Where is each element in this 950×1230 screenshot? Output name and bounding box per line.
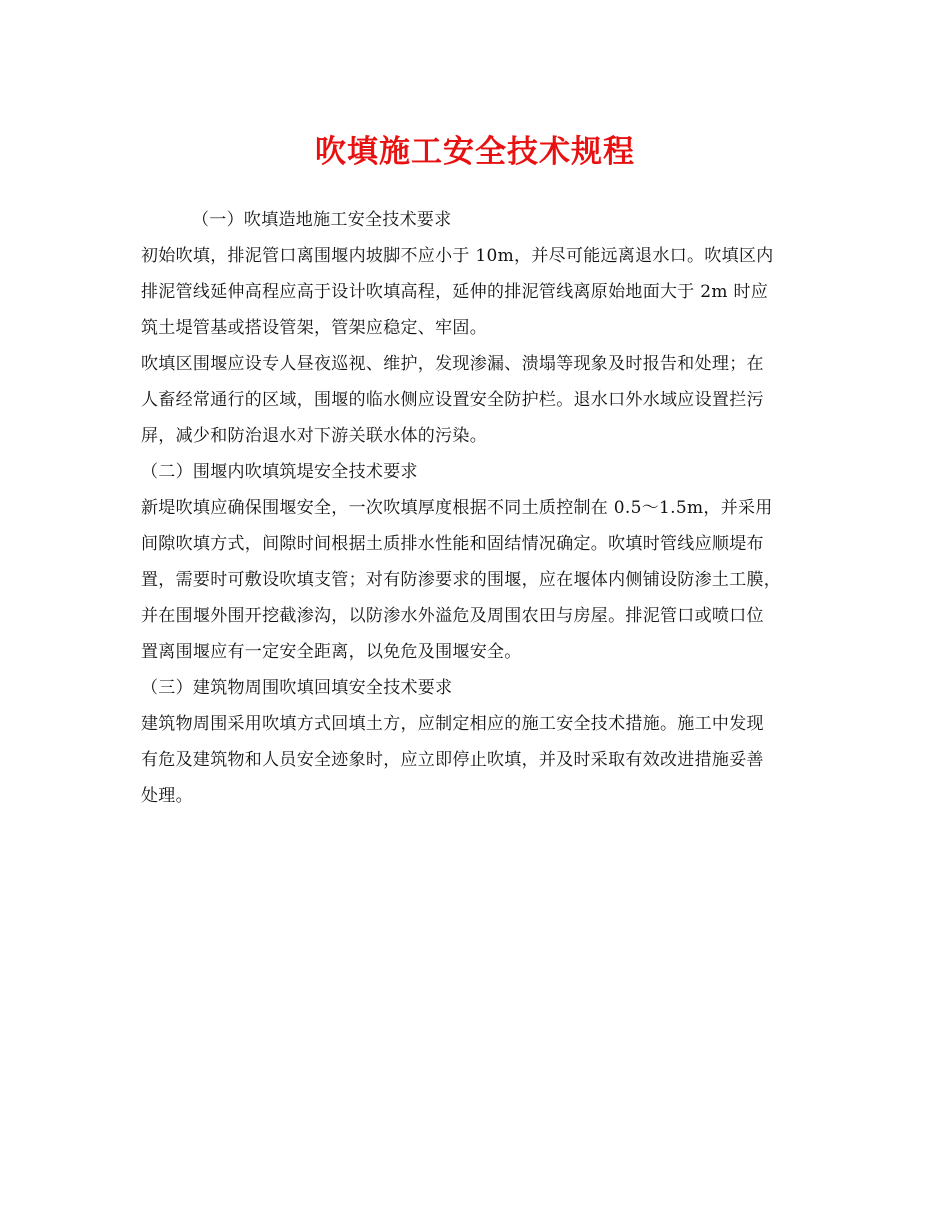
section-heading-2: （二）围堰内吹填筑堤安全技术要求 <box>141 462 418 482</box>
document-body <box>141 202 821 814</box>
paragraph-line: 处理。 <box>141 786 193 806</box>
paragraph-line: 并在围堰外围开挖截渗沟，以防渗水外溢危及周围农田与房屋。排泥管口或喷口位 <box>141 606 764 626</box>
paragraph-line: 筑土堤管基或搭设管架，管架应稳定、牢固。 <box>141 318 487 338</box>
paragraph-line: 有危及建筑物和人员安全迹象时，应立即停止吹填，并及时采取有效改进措施妥善 <box>141 750 764 770</box>
paragraph-line: 置，需要时可敷设吹填支管；对有防渗要求的围堰，应在堰体内侧铺设防渗土工膜， <box>141 570 782 590</box>
paragraph-line: 新堤吹填应确保围堰安全，一次吹填厚度根据不同土质控制在 0.5～1.5m，并采用 <box>141 498 773 518</box>
paragraph-line: 屏，减少和防治退水对下游关联水体的污染。 <box>141 426 487 446</box>
section-heading-3: （三）建筑物周围吹填回填安全技术要求 <box>141 678 453 698</box>
paragraph-line: 吹填区围堰应设专人昼夜巡视、维护，发现渗漏、溃塌等现象及时报告和处理；在 <box>141 354 764 374</box>
paragraph-line: 排泥管线延伸高程应高于设计吹填高程，延伸的排泥管线离原始地面大于 2m 时应 <box>141 282 769 302</box>
paragraph-line: 人畜经常通行的区域，围堰的临水侧应设置安全防护栏。退水口外水域应设置拦污 <box>141 390 764 410</box>
paragraph-line: 建筑物周围采用吹填方式回填土方，应制定相应的施工安全技术措施。施工中发现 <box>141 714 764 734</box>
paragraph-line: 间隙吹填方式，间隙时间根据土质排水性能和固结情况确定。吹填时管线应顺堤布 <box>141 534 764 554</box>
paragraph-line: 置离围堰应有一定安全距离，以免危及围堰安全。 <box>141 642 522 662</box>
paragraph-line: 初始吹填，排泥管口离围堰内坡脚不应小于 10m，并尽可能远离退水口。吹填区内 <box>141 246 774 266</box>
section-heading-1: （一）吹填造地施工安全技术要求 <box>192 210 452 230</box>
document-title: 吹填施工安全技术规程 <box>315 134 635 170</box>
